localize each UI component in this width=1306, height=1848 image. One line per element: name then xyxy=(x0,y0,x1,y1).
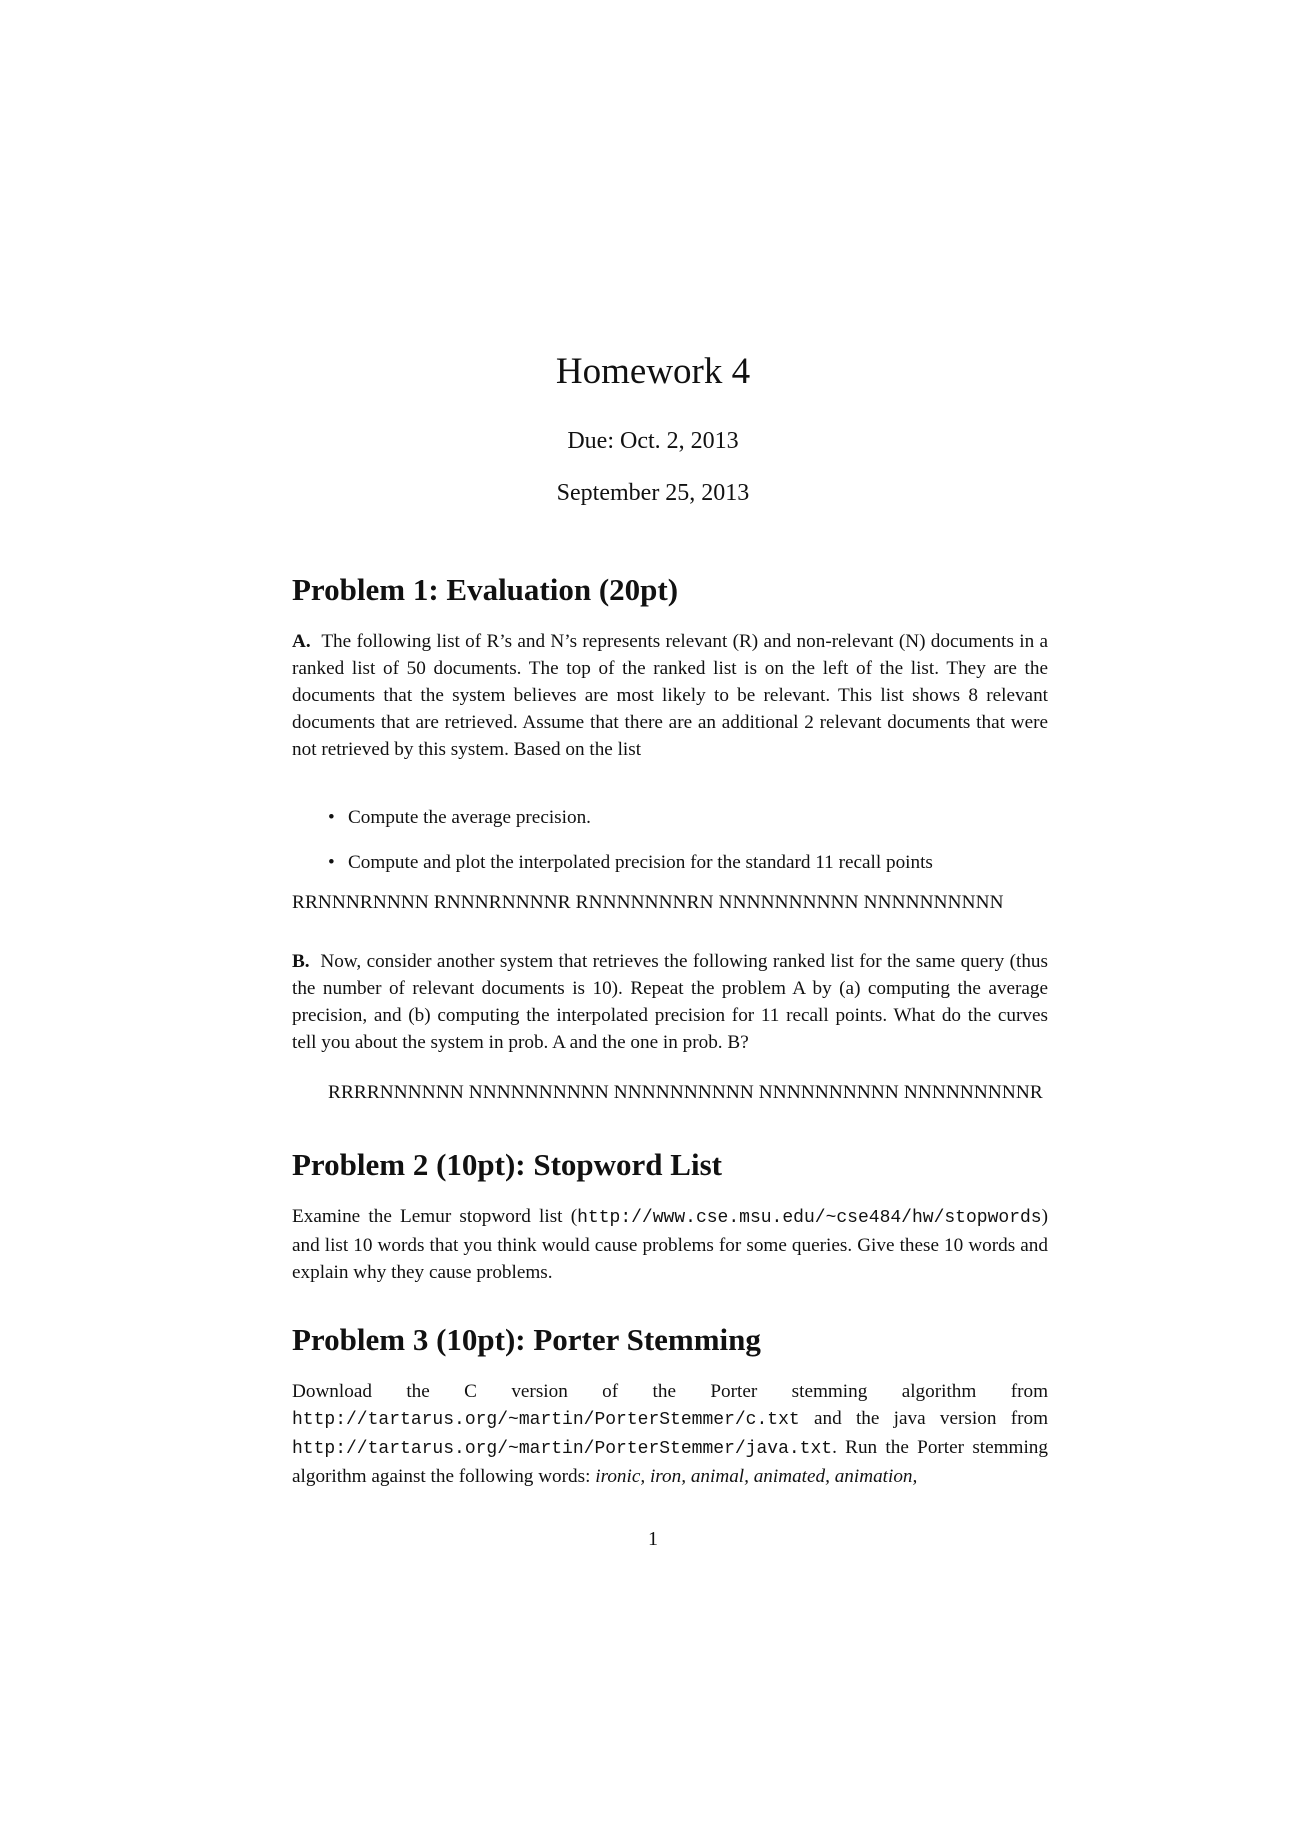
document-date: September 25, 2013 xyxy=(556,480,750,506)
stopword-url-link[interactable]: http://www.cse.msu.edu/~cse484/hw/stopwords xyxy=(577,1208,1042,1228)
stemming-word-list: ironic, iron, animal, animated, animation, xyxy=(595,1466,918,1487)
partB-ranked-sequence: RRRRNNNNNN NNNNNNNNNN NNNNNNNNNN NNNNNNNNNN NNNNNNNNNR xyxy=(328,1082,1043,1103)
partB-text: Now, consider another system that retrieves the following ranked list for the same query (thus the number of relevant documents is 10). Repeat the problem A by (a) computing the average precision, and (b) computing the interpolated precision for 11 recall points. What do the curves tell you about the system in prob. A and the one in prob. B? xyxy=(292,951,1048,1053)
list-item: • Compute and plot the interpolated precision for the standard 11 recall points xyxy=(328,849,1048,876)
due-date: Due: Oct. 2, 2013 xyxy=(567,428,739,454)
porter-c-url-link[interactable]: http://tartarus.org/~martin/PorterStemmer/c.txt xyxy=(292,1410,800,1430)
porter-java-url-link[interactable]: http://tartarus.org/~martin/PorterStemmer/java.txt xyxy=(292,1439,833,1459)
partA-ranked-sequence: RRNNNRNNNN RNNNRNNNNR RNNNNNNNRN NNNNNNNNNN NNNNNNNNNN xyxy=(292,892,1004,913)
bullet-icon: • xyxy=(328,807,335,828)
problem3-paragraph: Download the C version of the Porter stemming algorithm from http://tartarus.org/~martin/PorterStemmer/c.txt and the java version from http://tartarus.org/~martin/PorterStemmer/java.txt. Run the Porter stemming algorithm against the following words: ironic, iron, animal, animated, animation, xyxy=(292,1381,1048,1487)
document-title: Homework 4 xyxy=(555,351,751,392)
problem2-heading: Problem 2 (10pt): Stopword List xyxy=(292,1147,722,1182)
problem2-paragraph: Examine the Lemur stopword list (http://www.cse.msu.edu/~cse484/hw/stopwords) and list 10 words that you think would cause problems for some queries. Give these 10 words and explain why they cause problems. xyxy=(292,1206,1048,1283)
problem1-partB-paragraph xyxy=(292,948,1048,1056)
list-item: • Compute the average precision. xyxy=(328,804,1048,831)
partA-text: The following list of R’s and N’s represents relevant (R) and non-relevant (N) documents in a ranked list of 50 documents. The top of the ranked list is on the left of the list. They are the documents that the system believes are most likely to be relevant. This list shows 8 relevant documents that are retrieved. Assume that there are an additional 2 relevant documents that were not retrieved by this system. Based on the list xyxy=(292,631,1049,760)
problem1-partA-paragraph xyxy=(292,628,1048,763)
problem3-heading: Problem 3 (10pt): Porter Stemming xyxy=(292,1322,761,1357)
partA-label: A. xyxy=(292,631,311,652)
bullet-icon: • xyxy=(328,852,335,873)
partA-bullet-list xyxy=(328,804,1048,876)
partB-label: B. xyxy=(292,951,310,972)
problem1-heading: Problem 1: Evaluation (20pt) xyxy=(292,572,679,607)
page-number: 1 xyxy=(648,1528,658,1550)
